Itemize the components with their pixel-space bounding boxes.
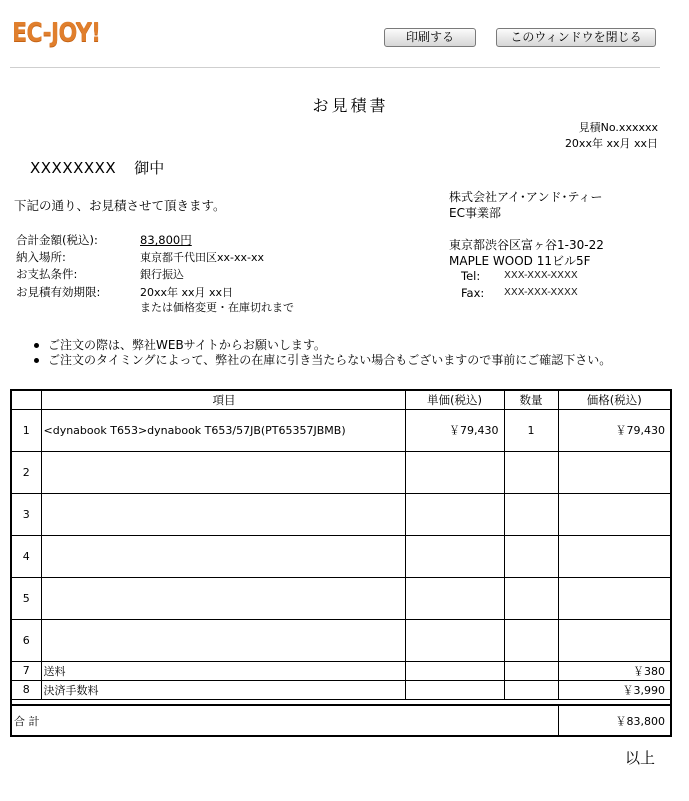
note-item: ご注文のタイミングによって、弊社の在庫に引き当たらない場合もございますので事前にご確認下さい。: [34, 353, 611, 368]
row-unit-price: [405, 680, 504, 699]
row-no: 1: [11, 409, 41, 451]
row-item: 決済手数料: [41, 680, 405, 699]
row-no: 6: [11, 619, 41, 661]
info-delivery-label: 納入場所:: [16, 250, 66, 264]
seller-address: [449, 237, 604, 269]
seller-fax: [461, 286, 578, 300]
row-price: [558, 577, 671, 619]
print-button[interactable]: 印刷する: [384, 28, 476, 47]
sum-value: ￥83,800: [558, 705, 671, 736]
row-unit-price: [405, 661, 504, 680]
row-price: ￥79,430: [558, 409, 671, 451]
ec-joy-logo: EC-JOY!: [12, 18, 101, 48]
row-item: [41, 577, 405, 619]
row-item: [41, 619, 405, 661]
table-row: [11, 535, 671, 577]
info-delivery: [16, 249, 264, 265]
row-qty: [504, 661, 558, 680]
header-divider: [10, 67, 660, 68]
table-row: [11, 493, 671, 535]
header-unit-price: 単価(税込): [405, 390, 504, 409]
row-price: [558, 451, 671, 493]
info-validity: [16, 284, 294, 314]
row-item: 送料: [41, 661, 405, 680]
customer-name: [30, 157, 164, 178]
row-item: [41, 535, 405, 577]
row-unit-price: [405, 619, 504, 661]
intro-text: 下記の通り、お見積させて頂きます。: [14, 198, 226, 213]
seller-division: EC事業部: [449, 206, 501, 220]
table-row: [11, 409, 671, 451]
table-row: [11, 661, 671, 680]
row-no: 5: [11, 577, 41, 619]
row-item: [41, 493, 405, 535]
page-title: お見積書: [312, 96, 389, 115]
tel-label: Tel:: [461, 269, 481, 283]
sum-label: 合 計: [11, 705, 558, 736]
info-payment: [16, 266, 184, 282]
header-no: [11, 390, 41, 409]
row-price: [558, 493, 671, 535]
row-no: 3: [11, 493, 41, 535]
row-qty: [504, 451, 558, 493]
seller-address-line: 東京都渋谷区富ヶ谷1-30-22: [449, 238, 604, 252]
row-unit-price: [405, 451, 504, 493]
seller-company: [449, 189, 602, 221]
row-unit-price: ￥79,430: [405, 409, 504, 451]
row-unit-price: [405, 577, 504, 619]
row-no: 7: [11, 661, 41, 680]
seller-tel: [461, 269, 578, 283]
row-item: [41, 451, 405, 493]
table-header-row: [11, 390, 671, 409]
row-qty: 1: [504, 409, 558, 451]
row-qty: [504, 493, 558, 535]
table-sum-row: [11, 705, 671, 736]
seller-company-name: 株式会社アイ･アンド･ティー: [449, 190, 603, 204]
info-total: [16, 232, 192, 248]
table-row: [11, 680, 671, 699]
fax-value: XXX-XXX-XXXX: [504, 287, 578, 298]
close-window-button[interactable]: このウィンドウを閉じる: [496, 28, 656, 47]
info-payment-value: 銀行振込: [140, 268, 184, 281]
table-row: [11, 577, 671, 619]
row-unit-price: [405, 535, 504, 577]
estimate-table: [10, 389, 672, 737]
note-item: ご注文の際は、弊社WEBサイトからお願いします。: [34, 338, 611, 353]
row-unit-price: [405, 493, 504, 535]
tel-value: XXX-XXX-XXXX: [504, 270, 578, 281]
row-qty: [504, 680, 558, 699]
end-mark: 以上: [625, 749, 656, 767]
info-total-label: 合計金額(税込):: [16, 233, 98, 247]
header-qty: 数量: [504, 390, 558, 409]
info-validity-value: 20xx年 xx月 xx日: [140, 286, 234, 299]
fax-label: Fax:: [461, 286, 485, 300]
row-price: ￥3,990: [558, 680, 671, 699]
row-no: 4: [11, 535, 41, 577]
info-total-value: 83,800円: [140, 233, 192, 247]
notes-list: [34, 338, 611, 368]
row-price: [558, 535, 671, 577]
estimate-date: 20xx年 xx月 xx日: [564, 137, 658, 150]
row-no: 2: [11, 451, 41, 493]
info-payment-label: お支払条件:: [16, 267, 78, 281]
customer-name-value: XXXXXXXX: [30, 159, 117, 177]
row-qty: [504, 619, 558, 661]
row-item: <dynabook T653>dynabook T653/57JB(PT65357JBMB): [41, 409, 405, 451]
row-qty: [504, 577, 558, 619]
table-row: [11, 619, 671, 661]
header-price: 価格(税込): [558, 390, 671, 409]
header-item: 項目: [41, 390, 405, 409]
customer-suffix: 御中: [134, 159, 165, 177]
row-price: [558, 619, 671, 661]
row-price: ￥380: [558, 661, 671, 680]
row-no: 8: [11, 680, 41, 699]
info-validity-note: または価格変更・在庫切れまで: [140, 301, 294, 314]
estimate-number: 見積No.xxxxxx: [578, 121, 658, 134]
row-qty: [504, 535, 558, 577]
table-row: [11, 451, 671, 493]
info-delivery-value: 東京都千代田区xx-xx-xx: [140, 251, 264, 264]
seller-building: MAPLE WOOD 11ビル5F: [449, 254, 591, 268]
info-validity-label: お見積有効期限:: [16, 285, 101, 299]
